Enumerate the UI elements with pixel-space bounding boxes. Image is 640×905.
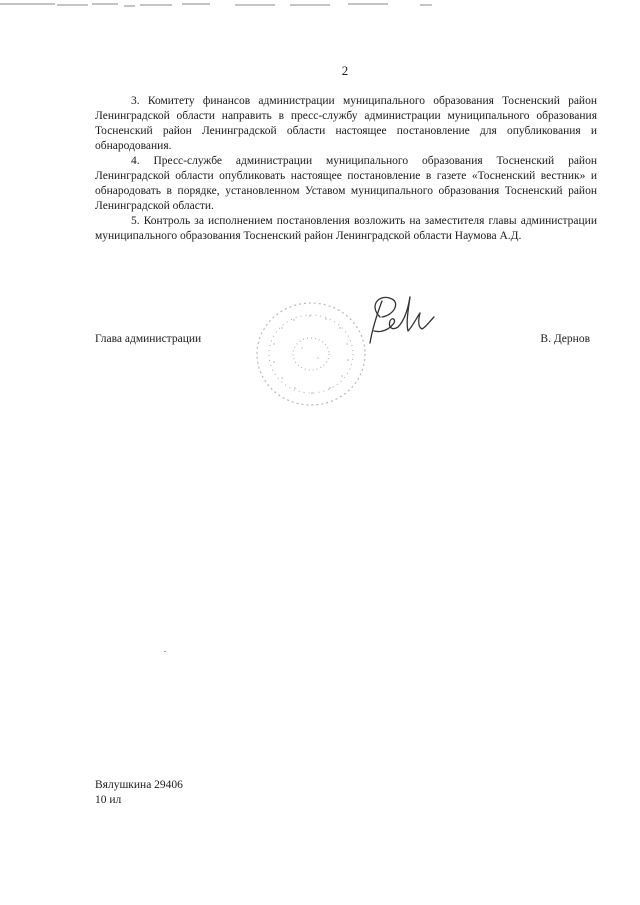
signatory-title: Глава администрации xyxy=(95,333,202,345)
page-number: 2 xyxy=(341,63,349,78)
scan-speck xyxy=(164,651,166,652)
paragraph-item-4: 4. Пресс-службе администрации муниципального образования Тосненский район Ленинградской области опубликовать настоящее постановление в газете «Тосненский вестник» и обнародовать в порядке, установленном Уставом муниципального образования Тосненский район Ленинградской области. xyxy=(95,155,597,212)
scan-edge-artifact xyxy=(0,0,640,14)
official-stamp xyxy=(252,298,370,410)
executor-note xyxy=(95,778,183,808)
document-body xyxy=(95,94,597,244)
handwritten-signature xyxy=(360,287,438,353)
copies-count: 10 ил xyxy=(95,794,122,806)
signatory-name: В. Дернов xyxy=(540,333,590,345)
executor-name-phone: Вялушкина 29406 xyxy=(95,779,183,791)
paragraph-item-5: 5. Контроль за исполнением постановления возложить на заместителя главы администрации муниципального образования Тосненский район Ленинградской области Наумова А.Д. xyxy=(95,215,597,242)
paragraph-item-3: 3. Комитету финансов администрации муниципального образования Тосненский район Ленинградской области направить в пресс-службу администрации муниципального образования Тосненский район Ленинградской области настоящее постановление для опубликования и обнародования. xyxy=(95,95,597,152)
